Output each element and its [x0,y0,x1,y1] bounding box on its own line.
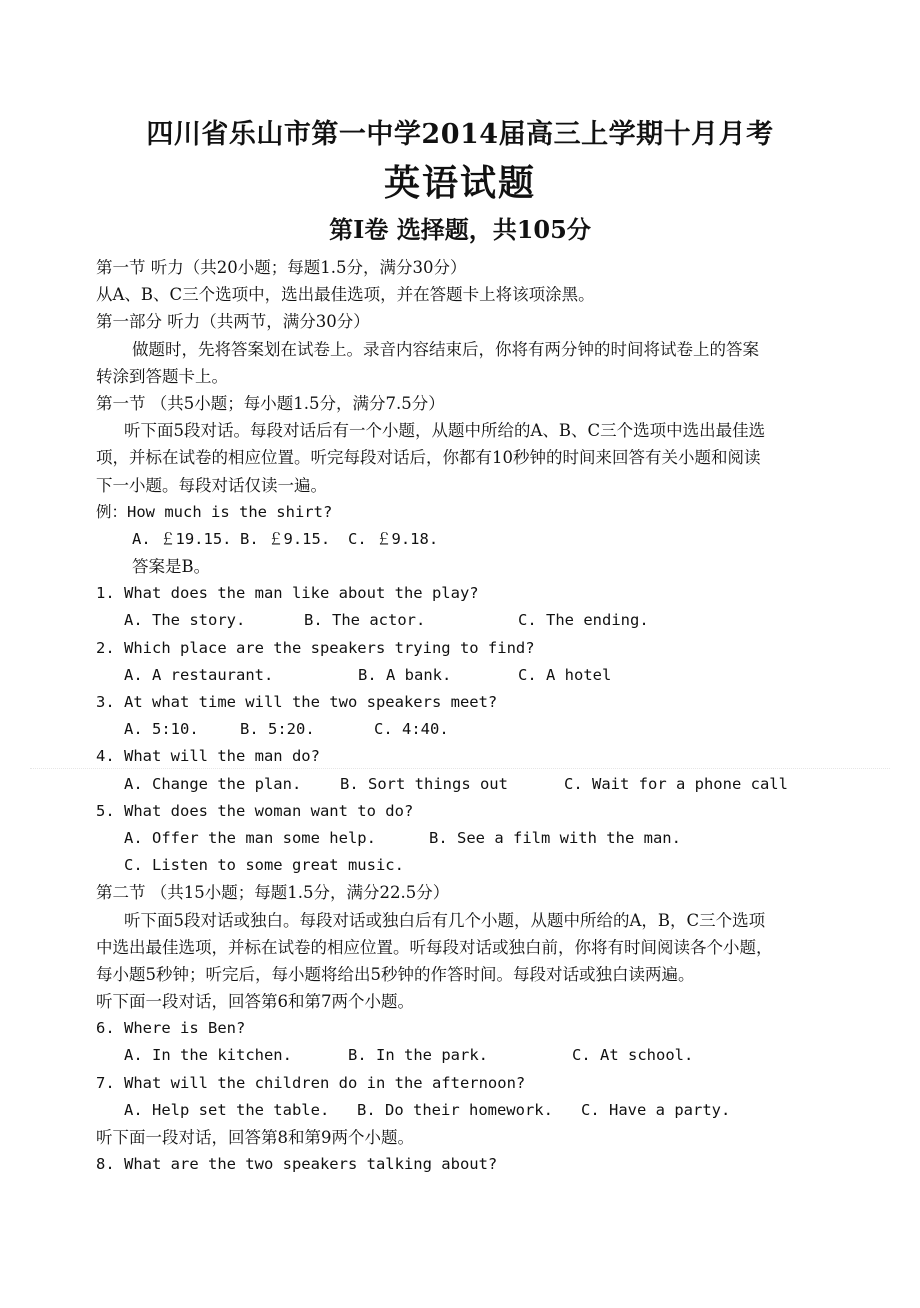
option-a: A. In the kitchen. [124,1046,292,1065]
question-options [96,852,840,879]
option-c: C. At school. [572,1046,694,1065]
question-options [96,1042,840,1069]
section-description: 中选出最佳选项，并标在试卷的相应位置。听每段对话或独白前，你将有时间阅读各个小题， [96,937,773,957]
option-a: A. Change the plan. [124,774,302,793]
question-text: 2. Which place are the speakers trying to find? [96,638,535,657]
section-description: 听下面5段对话或独白。每段对话或独白后有几个小题，从题中所给的A，B，C三个选项 [124,910,766,930]
example-answer: 答案是B。 [132,557,211,577]
option-a: A. ￡19.15. [132,529,232,548]
example-options [96,526,840,553]
section-heading: 第二节 （共15小题；每题1.5分，满分22.5分） [96,883,450,903]
option-b: B. Do their homework. [357,1100,553,1119]
section-description: 项，并标在试卷的相应位置。听完每段对话后，你都有10秒钟的时间来回答有关小题和阅读 [96,448,761,468]
question-text: 4. What will the man do? [96,747,320,766]
question-text: 7. What will the children do in the afternoon? [96,1073,526,1092]
question-text: 1. What does the man like about the play? [96,584,479,603]
option-b: B. See a film with the man. [429,828,681,847]
question-options [96,771,840,798]
option-a: A. A restaurant. [124,665,274,684]
option-c: C. Wait for a phone call [564,774,788,793]
section-description: 下一小题。每段对话仅读一遍。 [96,475,327,495]
option-a: A. Offer the man some help. [124,828,376,847]
section-description: 每小题5秒钟；听完后，每小题将给出5秒钟的作答时间。每段对话或独白读两遍。 [96,964,695,984]
example-question: 例：How much is the shirt? [96,502,333,521]
part-heading: 第一部分 听力（共两节，满分30分） [96,312,370,332]
option-c: C. ￡9.18. [348,529,439,548]
option-b: B. In the park. [348,1046,488,1065]
exam-title: 四川省乐山市第一中学2014届高三上学期十月月考 [146,119,774,150]
question-text: 5. What does the woman want to do? [96,801,414,820]
question-text: 8. What are the two speakers talking about? [96,1155,498,1174]
option-b: B. The actor. [304,611,426,630]
dialog-intro: 听下面一段对话，回答第8和第9两个小题。 [96,1128,414,1147]
volume-title: 第Ⅰ卷 选择题，共105分 [329,215,591,244]
dialog-intro: 听下面一段对话，回答第6和第7两个小题。 [96,992,414,1012]
option-b: B. 5:20. [240,720,315,739]
option-b: B. ￡9.15. [240,529,331,548]
section-heading: 第一节 听力（共20小题；每题1.5分，满分30分） [96,258,467,277]
option-b: B. A bank. [358,665,452,684]
question-options [96,607,840,634]
option-a: A. 5:10. [124,720,199,739]
question-options [96,662,840,689]
question-options [96,825,840,852]
option-c: C. Have a party. [581,1100,731,1119]
question-text: 3. At what time will the two speakers meet? [96,693,498,711]
note-text: 转涂到答题卡上。 [96,366,228,386]
option-c: C. A hotel [518,665,612,684]
subject-title: 英语试题 [383,162,536,204]
option-c: C. 4:40. [374,720,449,739]
option-c: C. Listen to some great music. [124,856,404,875]
section-heading: 第一节 （共5小题；每小题1.5分，满分7.5分） [96,393,445,413]
exam-body [96,254,840,1178]
note-text: 做题时，先将答案划在试卷上。录音内容结束后，你将有两分钟的时间将试卷上的答案 [132,339,759,359]
section-description: 听下面5段对话。每段对话后有一个小题，从题中所给的A、B、C三个选项中选出最佳选 [124,421,766,441]
option-a: A. Help set the table. [124,1100,330,1119]
question-text: 6. Where is Ben? [96,1019,246,1038]
question-options [96,1097,840,1124]
option-a: A. The story. [124,611,246,630]
question-options [96,716,840,743]
option-b: B. Sort things out [340,774,508,793]
option-c: C. The ending. [518,611,649,630]
instruction-text: 从A、B、C三个选项中，选出最佳选项，并在答题卡上将该项涂黑。 [96,285,595,305]
